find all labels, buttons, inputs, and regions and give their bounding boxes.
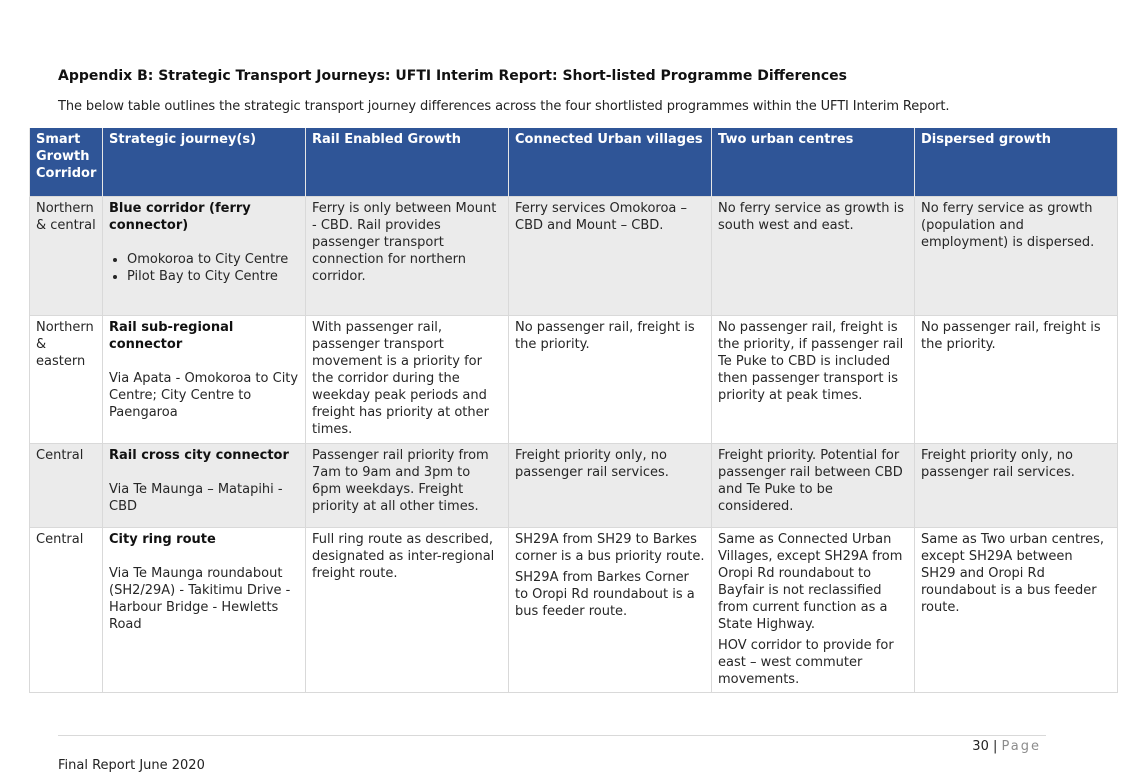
- dispersed-cell: No ferry service as growth (population and employment) is dispersed.: [915, 197, 1118, 316]
- footer-divider: [58, 735, 1046, 736]
- table-row: [30, 528, 1118, 693]
- dispersed-cell: Freight priority only, no passenger rail services.: [915, 444, 1118, 528]
- header-rail-enabled-growth: Rail Enabled Growth: [306, 128, 509, 197]
- corridor-cell: Northern & central: [30, 197, 103, 316]
- page-number: [972, 739, 1041, 754]
- journey-title: Rail sub-regional connector: [109, 320, 234, 352]
- header-journey: Strategic journey(s): [103, 128, 306, 197]
- urban-villages-cell: Ferry services Omokoroa – CBD and Mount – CBD.: [509, 197, 712, 316]
- journey-description: Via Te Maunga – Matapihi - CBD: [109, 482, 283, 514]
- journey-description: Via Apata - Omokoroa to City Centre; City Centre to Paengaroa: [109, 371, 299, 420]
- journey-cell: [103, 528, 306, 693]
- rail-enabled-cell: Full ring route as described, designated as inter-regional freight route.: [306, 528, 509, 693]
- page-number-value: 30: [972, 739, 989, 754]
- header-dispersed-growth: Dispersed growth: [915, 128, 1118, 197]
- two-centres-text-2: HOV corridor to provide for east – west commuter movements.: [718, 638, 894, 687]
- footer-report-label: Final Report June 2020: [58, 758, 205, 773]
- list-item: • Omokoroa to City Centre: [127, 251, 299, 268]
- journey-cell: [103, 316, 306, 444]
- journey-cell: [103, 197, 306, 316]
- rail-enabled-cell: With passenger rail, passenger transport movement is a priority for the corridor during the weekday peak periods and freight has priority at other times.: [306, 316, 509, 444]
- header-two-urban-centres: Two urban centres: [712, 128, 915, 197]
- list-item: • Pilot Bay to City Centre: [127, 268, 299, 285]
- two-centres-text: Same as Connected Urban Villages, except SH29A from Oropi Rd roundabout to Bayfair is not reclassified from current function as a State Highway.: [718, 532, 903, 632]
- corridor-cell: Central: [30, 444, 103, 528]
- intro-paragraph: The below table outlines the strategic transport journey differences across the four shortlisted programmes within the UFTI Interim Report.: [58, 99, 950, 114]
- table-row: [30, 444, 1118, 528]
- two-centres-cell: Freight priority. Potential for passenger rail between CBD and Te Puke to be considered.: [712, 444, 915, 528]
- urban-villages-cell: Freight priority only, no passenger rail services.: [509, 444, 712, 528]
- page-label: Page: [1001, 739, 1041, 754]
- journey-description: Via Te Maunga roundabout (SH2/29A) - Takitimu Drive - Harbour Bridge - Hewletts Road: [109, 566, 291, 632]
- journey-title: Rail cross city connector: [109, 448, 289, 463]
- urban-villages-cell: No passenger rail, freight is the priority.: [509, 316, 712, 444]
- table-row: [30, 197, 1118, 316]
- corridor-cell: Northern & eastern: [30, 316, 103, 444]
- rail-enabled-cell: Ferry is only between Mount - CBD. Rail provides passenger transport connection for northern corridor.: [306, 197, 509, 316]
- header-connected-urban-villages: Connected Urban villages: [509, 128, 712, 197]
- urban-villages-text: SH29A from SH29 to Barkes corner is a bus priority route.: [515, 532, 705, 564]
- journey-title: City ring route: [109, 532, 216, 547]
- rail-enabled-cell: Passenger rail priority from 7am to 9am and 3pm to 6pm weekdays. Freight priority at all other times.: [306, 444, 509, 528]
- two-centres-cell: No ferry service as growth is south west and east.: [712, 197, 915, 316]
- urban-villages-cell: [509, 528, 712, 693]
- dispersed-cell: No passenger rail, freight is the priority.: [915, 316, 1118, 444]
- dispersed-cell: Same as Two urban centres, except SH29A between SH29 and Oropi Rd roundabout is a bus feeder route.: [915, 528, 1118, 693]
- corridor-cell: Central: [30, 528, 103, 693]
- page-title: Appendix B: Strategic Transport Journeys: UFTI Interim Report: Short-listed Programme Differences: [58, 68, 847, 84]
- journey-bullet-list: [109, 251, 299, 285]
- journey-title: Blue corridor (ferry connector): [109, 201, 251, 233]
- two-centres-cell: No passenger rail, freight is the priority, if passenger rail Te Puke to CBD is included then passenger transport is priority at peak times.: [712, 316, 915, 444]
- two-centres-cell: [712, 528, 915, 693]
- journey-cell: [103, 444, 306, 528]
- header-corridor: Smart Growth Corridor: [30, 128, 103, 197]
- page-number-separator: |: [992, 739, 998, 754]
- urban-villages-text-2: SH29A from Barkes Corner to Oropi Rd roundabout is a bus feeder route.: [515, 570, 695, 619]
- journeys-table: [29, 128, 1118, 693]
- table-row: [30, 316, 1118, 444]
- table-header-row: [30, 128, 1118, 197]
